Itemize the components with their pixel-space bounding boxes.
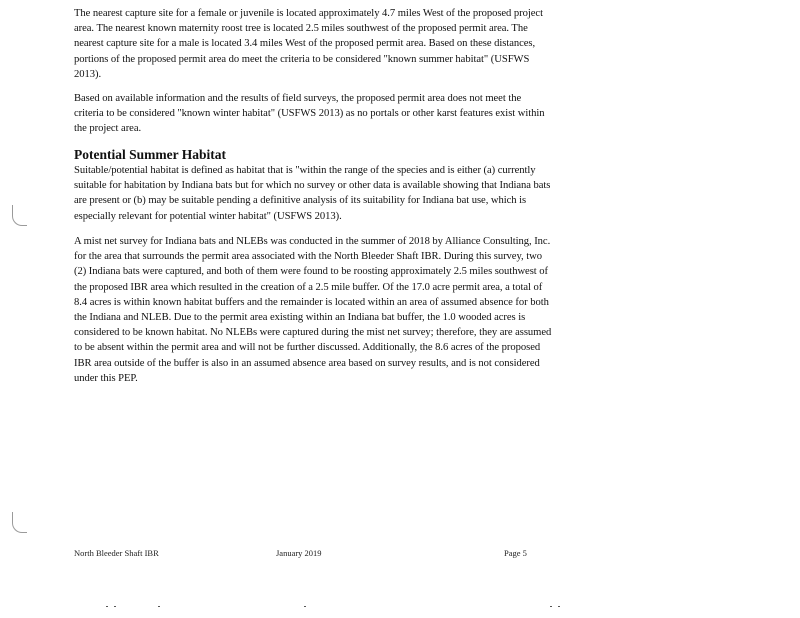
scan-dot	[114, 606, 116, 607]
section-paragraph: Suitable/potential habitat is defined as habitat that is "within the range of the species and is either (a) currently suitable for habitation by Indiana bats but for which no survey or other data is available showing that Indiana bats are present or (b) may be suitable pending a definitive analysis of its suitability for Indiana bat use, which is especially relevant for potential winter habitat" (USFWS 2013).	[74, 165, 551, 222]
scan-artifact-dots	[104, 604, 574, 610]
scan-dot	[158, 606, 160, 607]
body-paragraph: Based on available information and the results of field surveys, the proposed permit area does not meet the criteria to be considered "known winter habitat" (USFWS 2013) as no portals or other karst features exist within the project area.	[74, 93, 545, 135]
binder-hole-mark	[12, 205, 27, 226]
section-heading: Potential Summer Habitat	[74, 147, 226, 162]
scan-dot	[304, 606, 306, 607]
scan-dot	[558, 606, 560, 607]
scan-dot	[106, 606, 108, 607]
footer-date: January 2019	[276, 548, 322, 558]
scan-dot	[550, 606, 552, 607]
binder-hole-mark	[12, 512, 27, 533]
body-paragraph: The nearest capture site for a female or juvenile is located approximately 4.7 miles West of the proposed project area. The nearest known maternity roost tree is located 2.5 miles southwest of the proposed permit area. The nearest capture site for a male is located 3.4 miles West of the proposed permit area. Based on these distances, portions of the proposed permit area do meet the criteria to be considered "known summer habitat" (USFWS 2013).	[74, 8, 543, 80]
footer-page-number: Page 5	[504, 548, 527, 558]
section-paragraph: A mist net survey for Indiana bats and NLEBs was conducted in the summer of 2018 by Alliance Consulting, Inc. for the area that surrounds the permit area associated with the North Bleeder Shaft IBR. During this survey, two (2) Indiana bats were captured, and both of them were found to be roosting approximately 2.5 miles southwest of the proposed IBR area which resulted in the creation of a 2.5 mile buffer. Of the 17.0 acre permit area, a total of 8.4 acres is within known habitat buffers and the remainder is located within an area of assumed absence for both the Indiana and NLEB. Due to the permit area existing within an Indiana bat buffer, the 1.0 wooded acres is considered to be known habitat. No NLEBs were captured during the mist net survey; therefore, they are assumed to be absent within the permit area and will not be further discussed. Additionally, the 8.6 acres of the proposed IBR area outside of the buffer is also in an assumed absence area based on survey results, and is not considered under this PEP.	[74, 236, 552, 384]
footer-document-title: North Bleeder Shaft IBR	[74, 548, 159, 558]
